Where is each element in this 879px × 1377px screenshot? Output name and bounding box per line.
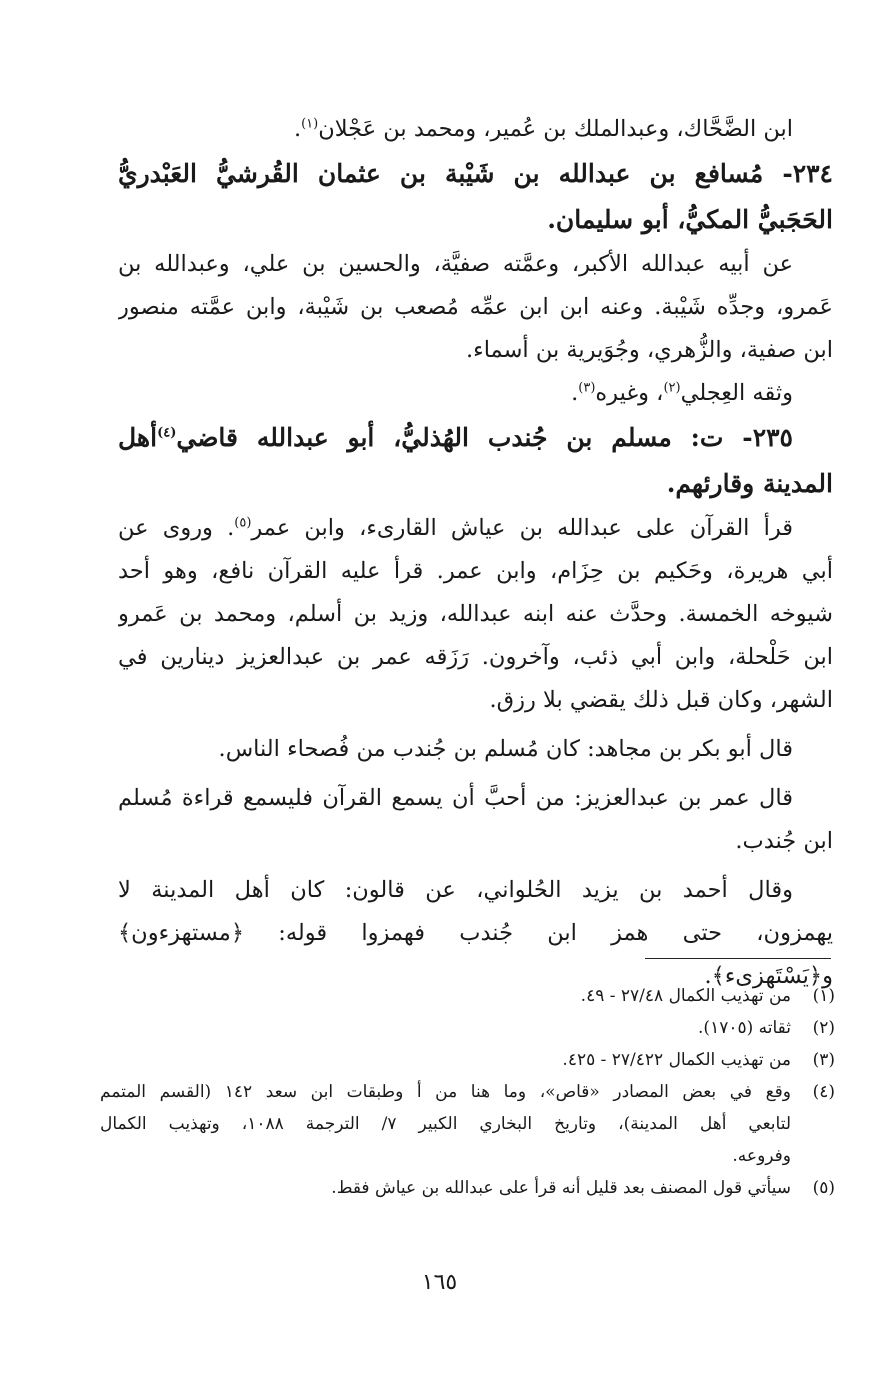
entry-heading-235-cont: المدينة وقارئهم.: [666, 469, 833, 498]
footnote-1: [100, 980, 835, 1012]
text-line: [118, 507, 833, 550]
text-line: ابن صفية، والزُّهري، وجُوَيرية بن أسماء.: [465, 337, 833, 363]
text-span: ٢٣٥- ت: مسلم بن جُندب الهُذليُّ، أبو عبدالله قاضي: [176, 423, 793, 452]
text-span: .: [571, 380, 579, 406]
footnote-divider: [645, 958, 831, 959]
text-line: و﴿يَسْتَهزىء﴾.: [704, 963, 833, 989]
footnote-line: لتابعي أهل المدينة)، وتاريخ البخاري الكبير ٧/ الترجمة ١٠٨٨، وتهذيب الكمال: [100, 1114, 791, 1134]
text-line: شيوخه الخمسة. وحدَّث عنه ابنه عبدالله، وزيد بن أسلم، ومحمد بن عَمرو: [118, 601, 833, 627]
text-span: .: [293, 116, 302, 142]
footnote-number: (١): [812, 986, 835, 1006]
entry-heading-234-cont: الحَجَبيُّ المكيُّ، أبو سليمان.: [547, 205, 833, 234]
text-line: [118, 108, 833, 151]
footnotes: [100, 980, 835, 1204]
footnote-2: [100, 1012, 835, 1044]
footnote-3: [100, 1044, 835, 1076]
footnote-line: وقع في بعض المصادر «قاص»، وما هنا من أ وطبقات ابن سعد ١٤٢ (القسم المتمم: [100, 1082, 791, 1102]
text-line: عن أبيه عبدالله الأكبر، وعمَّته صفيَّة، والحسين بن علي، وعبدالله بن: [118, 251, 793, 277]
text-line: يهمزون، حتى همز ابن جُندب فهمزوا قوله: ﴿مستهزءون﴾: [118, 920, 833, 946]
footnote-5: [100, 1172, 835, 1204]
text-span: . وروى عن: [118, 515, 235, 541]
text-line: قال أبو بكر بن مجاهد: كان مُسلم بن جُندب من فُصحاء الناس.: [218, 736, 793, 762]
text-span: ، وغيره: [595, 380, 664, 406]
footnote-line: من تهذيب الكمال ٢٧/٤٨ - ٤٩.: [580, 986, 791, 1006]
footnote-line: ثقاته (١٧٠٥).: [698, 1018, 791, 1038]
entry-heading-235: [118, 415, 833, 461]
text-line: ابن جُندب.: [735, 828, 833, 854]
footnote-text: [100, 1012, 791, 1044]
entry-heading-234: ٢٣٤- مُسافع بن عبدالله بن شَيْبة بن عثمان القُرشيُّ العَبْدريُّ: [118, 159, 833, 188]
text-line: وقال أحمد بن يزيد الحُلواني، عن قالون: كان أهل المدينة لا: [118, 877, 793, 903]
footnote-number: (٤): [812, 1082, 835, 1102]
text-line: عَمرو، وجدِّه شَيْبة. وعنه ابن ابن عمِّه مُصعب بن شَيْبة، وابن عمَّته منصور: [118, 294, 833, 320]
footnote-ref: (٤): [157, 425, 177, 441]
footnote-number: (٢): [812, 1018, 835, 1038]
text-span: ابن الضَّحَّاك، وعبدالملك بن عُمير، ومحمد بن عَجْلان: [318, 116, 793, 142]
footnote-ref: (٥): [234, 515, 252, 531]
footnote-number: (٣): [812, 1050, 835, 1070]
footnote-text: [100, 1044, 791, 1076]
footnote-text: [100, 1076, 791, 1172]
text-span: أهل: [118, 423, 158, 452]
main-text: [118, 108, 833, 998]
footnote-number: (٥): [812, 1178, 835, 1198]
footnote-line: وفروعه.: [732, 1146, 791, 1166]
footnote-line: سيأتي قول المصنف بعد قليل أنه قرأ على عبدالله بن عياش فقط.: [331, 1178, 791, 1198]
text-line: [118, 372, 833, 415]
text-line: أبي هريرة، وحَكيم بن حِزَام، وابن عمر. قرأ عليه القرآن نافع، وهو أحد: [118, 558, 833, 584]
text-span: وثقه العِجلي: [680, 380, 793, 406]
text-line: الشهر، وكان قبل ذلك يقضي بلا رزق.: [489, 687, 833, 713]
footnote-ref: (٢): [663, 380, 681, 396]
footnote-line: من تهذيب الكمال ٢٧/٤٢٢ - ٤٢٥.: [562, 1050, 791, 1070]
footnote-ref: (١): [301, 116, 319, 132]
footnote-text: [100, 980, 791, 1012]
text-line: ابن حَلْحلة، وابن أبي ذئب، وآخرون. رَزَقه عمر بن عبدالعزيز دينارين في: [118, 644, 833, 670]
text-line: قال عمر بن عبدالعزيز: من أحبَّ أن يسمع القرآن فليسمع قراءة مُسلم: [118, 785, 793, 811]
footnote-4: [100, 1076, 835, 1172]
footnote-ref: (٣): [578, 380, 596, 396]
footnote-text: [100, 1172, 791, 1204]
text-span: قرأ القرآن على عبدالله بن عياش القارىء، وابن عمر: [251, 515, 794, 541]
page-number: ١٦٥: [421, 1270, 458, 1295]
